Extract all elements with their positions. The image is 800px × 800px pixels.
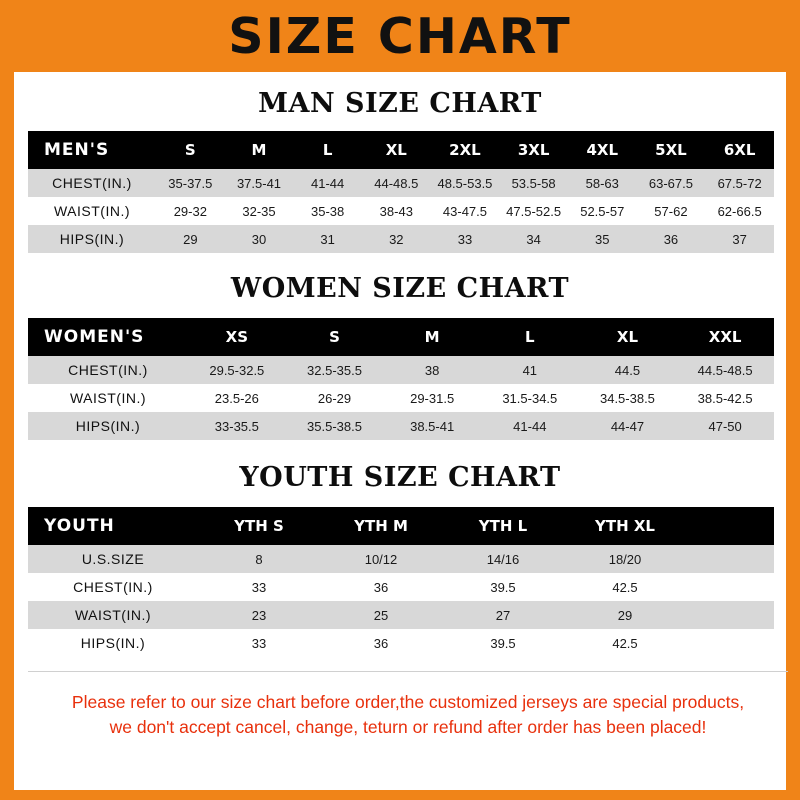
cell-spacer: [686, 573, 774, 601]
cell: 41-44: [481, 412, 579, 440]
cell: 14/16: [442, 545, 564, 573]
men-header-6xl: 6XL: [705, 131, 774, 169]
table-row: [28, 356, 774, 384]
cell: 8: [198, 545, 320, 573]
cell: 34: [499, 225, 568, 253]
cell: 35.5-38.5: [286, 412, 384, 440]
section-title-youth: YOUTH SIZE CHART: [239, 462, 561, 493]
cell: 29-31.5: [383, 384, 481, 412]
men-table-body: [28, 169, 774, 253]
cell: 29: [156, 225, 225, 253]
cell: 44.5-48.5: [676, 356, 774, 384]
women-header-s: S: [286, 318, 384, 356]
cell: 38.5-42.5: [676, 384, 774, 412]
footer-note: [28, 672, 788, 741]
cell: 44.5: [579, 356, 677, 384]
cell: 62-66.5: [705, 197, 774, 225]
cell: 44-47: [579, 412, 677, 440]
women-header-m: M: [383, 318, 481, 356]
cell: 38.5-41: [383, 412, 481, 440]
cell: 29-32: [156, 197, 225, 225]
cell: 35: [568, 225, 637, 253]
table-row: [28, 601, 774, 629]
cell: 25: [320, 601, 442, 629]
cell: 39.5: [442, 629, 564, 657]
cell: 67.5-72: [705, 169, 774, 197]
cell: 47-50: [676, 412, 774, 440]
cell: 43-47.5: [431, 197, 500, 225]
women-table-header: [28, 318, 774, 356]
cell: 53.5-58: [499, 169, 568, 197]
table-row: [28, 545, 774, 573]
table-header-row: [28, 318, 774, 356]
cell: 26-29: [286, 384, 384, 412]
cell: 44-48.5: [362, 169, 431, 197]
table-row: [28, 197, 774, 225]
youth-table-body: [28, 545, 774, 657]
footer-note-line-2: we don't accept cancel, change, teturn or refund after order has been placed!: [109, 717, 707, 738]
cell: 34.5-38.5: [579, 384, 677, 412]
cell: 41-44: [293, 169, 362, 197]
men-header-label: MEN'S: [28, 131, 156, 169]
cell: 35-37.5: [156, 169, 225, 197]
youth-header-spacer: [686, 507, 774, 545]
cell: 10/12: [320, 545, 442, 573]
cell-spacer: [686, 629, 774, 657]
table-row: [28, 225, 774, 253]
women-header-label: WOMEN'S: [28, 318, 188, 356]
men-row-label-waist: WAIST(IN.): [28, 197, 156, 225]
cell: 33: [431, 225, 500, 253]
table-row: [28, 573, 774, 601]
cell: 35-38: [293, 197, 362, 225]
cell: 32-35: [225, 197, 294, 225]
cell: 36: [320, 629, 442, 657]
cell: 23.5-26: [188, 384, 286, 412]
cell: 29: [564, 601, 686, 629]
table-row: [28, 629, 774, 657]
cell: 39.5: [442, 573, 564, 601]
cell: 27: [442, 601, 564, 629]
women-row-label-hips: HIPS(IN.): [28, 412, 188, 440]
table-header-row: [28, 131, 774, 169]
cell: 36: [637, 225, 706, 253]
cell: 38-43: [362, 197, 431, 225]
women-header-xxl: XXL: [676, 318, 774, 356]
cell-spacer: [686, 601, 774, 629]
cell: 31: [293, 225, 362, 253]
cell: 18/20: [564, 545, 686, 573]
page-title: SIZE CHART: [228, 7, 572, 65]
cell: 42.5: [564, 573, 686, 601]
youth-row-label-chest: CHEST(IN.): [28, 573, 198, 601]
men-header-s: S: [156, 131, 225, 169]
bottom-accent-strip: [0, 790, 800, 800]
cell: 36: [320, 573, 442, 601]
cell: 23: [198, 601, 320, 629]
cell: 52.5-57: [568, 197, 637, 225]
youth-header-l: YTH L: [442, 507, 564, 545]
youth-row-label-ussize: U.S.SIZE: [28, 545, 198, 573]
table-row: [28, 169, 774, 197]
table-row: [28, 412, 774, 440]
banner: [0, 0, 800, 72]
cell: 48.5-53.5: [431, 169, 500, 197]
women-header-l: L: [481, 318, 579, 356]
cell: 38: [383, 356, 481, 384]
women-size-table: [28, 318, 774, 440]
youth-header-label: YOUTH: [28, 507, 198, 545]
table-header-row: [28, 507, 774, 545]
women-header-xl: XL: [579, 318, 677, 356]
youth-row-label-hips: HIPS(IN.): [28, 629, 198, 657]
youth-header-xl: YTH XL: [564, 507, 686, 545]
cell: 58-63: [568, 169, 637, 197]
cell: 33: [198, 573, 320, 601]
men-header-5xl: 5XL: [637, 131, 706, 169]
cell: 31.5-34.5: [481, 384, 579, 412]
cell: 41: [481, 356, 579, 384]
youth-table-header: [28, 507, 774, 545]
cell: 37.5-41: [225, 169, 294, 197]
cell-spacer: [686, 545, 774, 573]
men-table-header: [28, 131, 774, 169]
cell: 47.5-52.5: [499, 197, 568, 225]
women-row-label-chest: CHEST(IN.): [28, 356, 188, 384]
men-header-3xl: 3XL: [499, 131, 568, 169]
men-row-label-hips: HIPS(IN.): [28, 225, 156, 253]
cell: 32.5-35.5: [286, 356, 384, 384]
table-row: [28, 384, 774, 412]
men-header-l: L: [293, 131, 362, 169]
men-row-label-chest: CHEST(IN.): [28, 169, 156, 197]
women-header-xs: XS: [188, 318, 286, 356]
cell: 33-35.5: [188, 412, 286, 440]
youth-header-m: YTH M: [320, 507, 442, 545]
cell: 29.5-32.5: [188, 356, 286, 384]
men-header-4xl: 4XL: [568, 131, 637, 169]
men-header-m: M: [225, 131, 294, 169]
men-size-table: [28, 131, 774, 253]
cell: 63-67.5: [637, 169, 706, 197]
cell: 32: [362, 225, 431, 253]
youth-size-table: [28, 507, 774, 657]
cell: 42.5: [564, 629, 686, 657]
men-header-2xl: 2XL: [431, 131, 500, 169]
chart-content: [14, 88, 786, 741]
youth-header-s: YTH S: [198, 507, 320, 545]
footer-note-line-1: Please refer to our size chart before order,the customized jerseys are special products,: [71, 692, 745, 712]
youth-row-label-waist: WAIST(IN.): [28, 601, 198, 629]
cell: 57-62: [637, 197, 706, 225]
section-title-women: WOMEN SIZE CHART: [230, 273, 570, 304]
cell: 33: [198, 629, 320, 657]
women-table-body: [28, 356, 774, 440]
cell: 30: [225, 225, 294, 253]
men-header-xl: XL: [362, 131, 431, 169]
women-row-label-waist: WAIST(IN.): [28, 384, 188, 412]
section-title-man: MAN SIZE CHART: [258, 88, 542, 119]
cell: 37: [705, 225, 774, 253]
